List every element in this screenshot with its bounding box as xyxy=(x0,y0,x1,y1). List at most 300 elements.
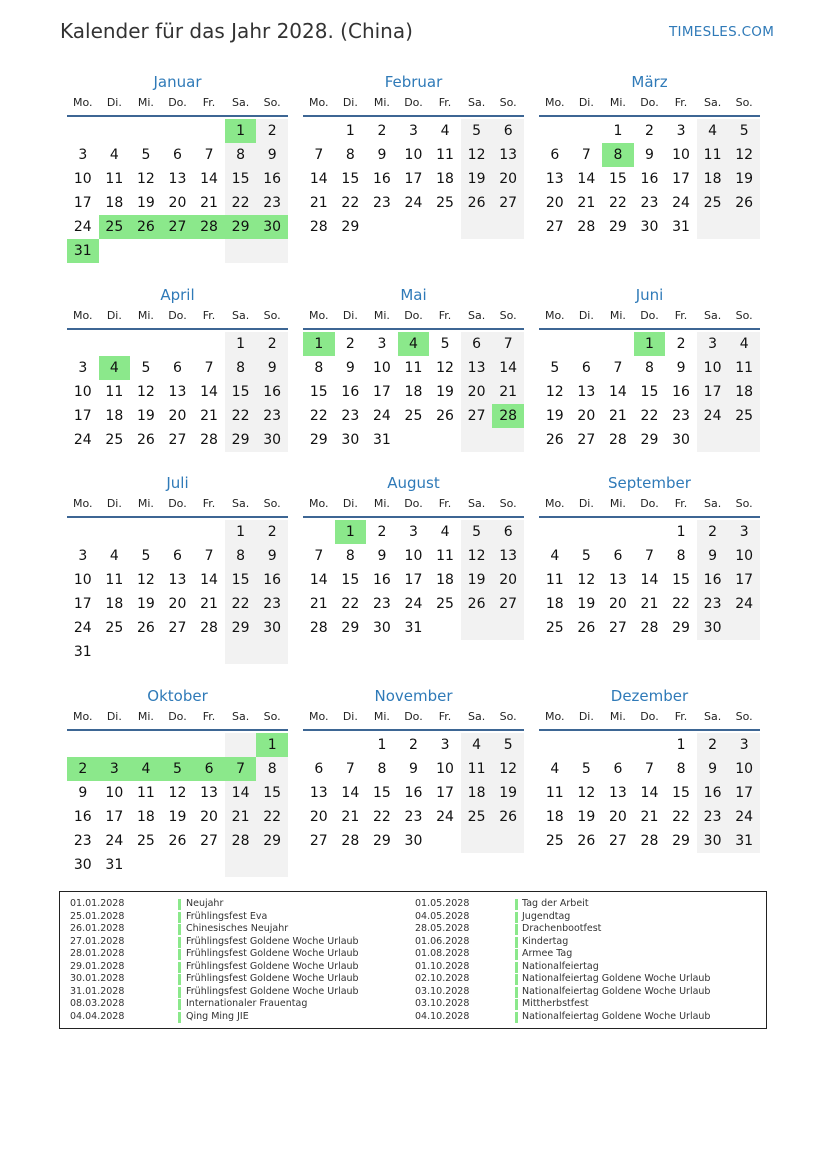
weekday-label: Di. xyxy=(106,309,122,322)
day-cell: 9 xyxy=(256,544,288,568)
empty-cell xyxy=(728,428,760,452)
weekday-label: Fr. xyxy=(202,497,216,510)
day-cell: 16 xyxy=(256,167,288,191)
holiday-name: Frühlingsfest Eva xyxy=(186,910,268,922)
month-4 xyxy=(67,285,288,452)
empty-cell xyxy=(162,119,194,143)
day-cell: 25 xyxy=(697,191,729,215)
empty-cell xyxy=(429,829,461,853)
holiday-name: Frühlingsfest Goldene Woche Urlaub xyxy=(186,960,359,972)
day-cell: 7 xyxy=(492,332,524,356)
day-cell: 2 xyxy=(256,332,288,356)
weekday-label: Sa. xyxy=(231,96,250,109)
weekday-label: Fr. xyxy=(438,309,452,322)
empty-cell xyxy=(162,239,194,263)
empty-cell xyxy=(256,640,288,664)
day-cell: 7 xyxy=(345,761,355,777)
day-cell: 3 xyxy=(728,733,760,757)
weekday-label: So. xyxy=(735,309,753,322)
day-grid xyxy=(67,119,288,263)
day-cell: 15 xyxy=(225,167,257,191)
holiday-name: Tag der Arbeit xyxy=(522,898,589,909)
weekday-label: Do. xyxy=(640,96,659,109)
day-cell: 19 xyxy=(436,384,454,400)
empty-cell xyxy=(162,332,194,356)
weekday-label: Di. xyxy=(578,497,594,510)
weekday-label: Sa. xyxy=(703,309,722,322)
holiday-marker xyxy=(178,949,181,960)
weekday-label: Sa. xyxy=(467,309,486,322)
weekday-label: So. xyxy=(263,309,281,322)
holiday-day-cell: 31 xyxy=(67,239,99,263)
day-cell: 18 xyxy=(436,572,454,588)
day-cell: 1 xyxy=(613,123,623,139)
holiday-name: Armee Tag xyxy=(522,948,573,960)
day-cell: 8 xyxy=(225,544,257,568)
day-cell: 11 xyxy=(136,785,155,801)
weekday-label: Mo. xyxy=(545,309,565,322)
day-cell: 5 xyxy=(440,336,450,352)
day-cell: 7 xyxy=(204,360,214,376)
day-cell: 3 xyxy=(78,147,88,163)
day-cell: 27 xyxy=(168,432,187,448)
weekday-label: So. xyxy=(499,309,517,322)
day-cell: 13 xyxy=(545,171,564,187)
day-cell: 31 xyxy=(404,620,423,636)
day-cell: 11 xyxy=(461,757,493,781)
day-cell: 2 xyxy=(377,524,387,540)
day-cell: 28 xyxy=(200,620,218,636)
holiday-marker xyxy=(515,999,518,1010)
weekday-label: So. xyxy=(499,96,517,109)
day-cell: 26 xyxy=(461,592,493,616)
weekday-label: Di. xyxy=(106,96,122,109)
day-cell: 9 xyxy=(256,356,288,380)
holiday-day-cell: 3 xyxy=(99,757,131,781)
day-cell: 15 xyxy=(225,380,257,404)
holiday-marker xyxy=(178,924,181,935)
empty-cell xyxy=(67,520,99,544)
day-cell: 24 xyxy=(73,620,92,636)
holiday-date: 28.05.2028 xyxy=(415,923,470,935)
day-cell: 21 xyxy=(309,195,328,211)
day-cell: 23 xyxy=(73,833,92,849)
holiday-marker xyxy=(178,899,181,910)
holiday-date: 28.01.2028 xyxy=(70,948,125,960)
day-cell: 24 xyxy=(404,596,423,612)
day-cell: 12 xyxy=(136,384,155,400)
day-cell: 24 xyxy=(697,404,729,428)
day-cell: 3 xyxy=(78,360,88,376)
empty-cell xyxy=(162,640,194,664)
day-cell: 31 xyxy=(73,644,92,660)
holiday-date: 03.10.2028 xyxy=(415,998,470,1010)
empty-cell xyxy=(461,428,493,452)
holiday-date: 30.01.2028 xyxy=(70,973,125,985)
holiday-name: Nationalfeiertag Goldene Woche Urlaub xyxy=(522,985,711,997)
day-cell: 12 xyxy=(577,785,596,801)
empty-cell xyxy=(193,520,225,544)
weekday-label: Sa. xyxy=(703,497,722,510)
weekday-label: Fr. xyxy=(674,710,688,723)
empty-cell xyxy=(571,332,603,356)
day-cell: 23 xyxy=(697,592,729,616)
holiday-date: 01.06.2028 xyxy=(415,935,470,947)
empty-cell xyxy=(67,733,99,757)
weekday-label: Mo. xyxy=(309,96,329,109)
day-cell: 14 xyxy=(225,781,257,805)
day-cell: 16 xyxy=(640,171,659,187)
empty-cell xyxy=(697,428,729,452)
day-cell: 11 xyxy=(436,548,454,564)
day-cell: 31 xyxy=(372,432,391,448)
day-cell: 21 xyxy=(608,408,627,424)
day-cell: 26 xyxy=(492,805,524,829)
empty-cell xyxy=(602,520,634,544)
day-cell: 7 xyxy=(204,548,214,564)
weekday-label: Mo. xyxy=(309,309,329,322)
day-cell: 28 xyxy=(309,219,328,235)
day-cell: 30 xyxy=(372,620,391,636)
weekday-header xyxy=(539,308,760,330)
day-cell: 10 xyxy=(436,761,454,777)
day-cell: 7 xyxy=(314,147,324,163)
day-cell: 7 xyxy=(613,360,623,376)
empty-cell xyxy=(335,733,367,757)
holiday-day-cell: 2 xyxy=(67,757,99,781)
day-cell: 4 xyxy=(440,123,450,139)
day-cell: 20 xyxy=(492,167,524,191)
month-1 xyxy=(67,72,288,263)
day-cell: 4 xyxy=(109,548,119,564)
day-cell: 22 xyxy=(672,809,690,825)
day-cell: 25 xyxy=(545,833,564,849)
weekday-header xyxy=(67,308,288,330)
month-11 xyxy=(303,686,524,853)
day-cell: 19 xyxy=(461,568,493,592)
day-cell: 27 xyxy=(608,620,627,636)
day-cell: 2 xyxy=(676,336,686,352)
day-cell: 25 xyxy=(105,432,124,448)
day-cell: 24 xyxy=(105,833,124,849)
day-cell: 21 xyxy=(309,596,328,612)
empty-cell xyxy=(193,640,225,664)
day-grid xyxy=(303,119,524,239)
empty-cell xyxy=(602,332,634,356)
day-cell: 16 xyxy=(672,384,690,400)
day-cell: 22 xyxy=(341,195,360,211)
empty-cell xyxy=(193,853,225,877)
day-grid xyxy=(539,332,760,452)
empty-cell xyxy=(602,733,634,757)
month-7 xyxy=(67,473,288,664)
holiday-list xyxy=(59,891,767,1029)
weekday-label: Do. xyxy=(168,309,187,322)
day-cell: 3 xyxy=(409,123,418,139)
day-cell: 15 xyxy=(372,785,391,801)
weekday-label: Di. xyxy=(578,710,594,723)
weekday-label: Fr. xyxy=(674,497,688,510)
holiday-date: 01.01.2028 xyxy=(70,898,125,909)
day-cell: 18 xyxy=(697,167,729,191)
day-cell: 6 xyxy=(173,147,182,163)
day-cell: 27 xyxy=(492,592,524,616)
holiday-day-cell: 1 xyxy=(335,520,367,544)
day-cell: 17 xyxy=(404,171,423,187)
empty-cell xyxy=(193,332,225,356)
day-cell: 28 xyxy=(640,620,659,636)
day-cell: 29 xyxy=(225,616,257,640)
day-cell: 3 xyxy=(440,737,450,753)
page-title: Kalender für das Jahr 2028. (China) xyxy=(60,19,413,43)
day-cell: 5 xyxy=(728,119,760,143)
day-cell: 10 xyxy=(73,572,92,588)
day-cell: 5 xyxy=(550,360,560,376)
day-cell: 6 xyxy=(314,761,324,777)
holiday-marker xyxy=(178,912,181,923)
day-cell: 20 xyxy=(168,596,187,612)
day-cell: 29 xyxy=(372,833,391,849)
day-cell: 15 xyxy=(608,171,627,187)
day-cell: 12 xyxy=(461,143,493,167)
day-cell: 30 xyxy=(697,616,729,640)
day-cell: 16 xyxy=(697,781,729,805)
holiday-name: Frühlingsfest Goldene Woche Urlaub xyxy=(186,985,359,997)
day-grid xyxy=(303,332,524,452)
day-cell: 11 xyxy=(404,360,423,376)
day-cell: 15 xyxy=(341,171,360,187)
month-name: Januar xyxy=(153,73,202,91)
day-cell: 15 xyxy=(672,572,690,588)
day-cell: 27 xyxy=(168,620,187,636)
month-2 xyxy=(303,72,524,239)
day-cell: 27 xyxy=(608,833,627,849)
day-cell: 4 xyxy=(728,332,760,356)
day-cell: 8 xyxy=(676,548,686,564)
day-cell: 28 xyxy=(640,833,659,849)
weekday-label: Sa. xyxy=(231,710,250,723)
day-cell: 20 xyxy=(608,596,627,612)
holiday-marker xyxy=(178,1012,181,1023)
weekday-label: Di. xyxy=(578,309,594,322)
day-cell: 20 xyxy=(461,380,493,404)
day-cell: 3 xyxy=(409,524,418,540)
day-cell: 2 xyxy=(256,520,288,544)
empty-cell xyxy=(571,119,603,143)
day-cell: 13 xyxy=(608,572,627,588)
empty-cell xyxy=(429,616,461,640)
day-cell: 6 xyxy=(492,119,524,143)
day-cell: 20 xyxy=(608,809,627,825)
day-cell: 1 xyxy=(225,332,257,356)
day-cell: 6 xyxy=(581,360,591,376)
holiday-date: 02.10.2028 xyxy=(415,973,470,985)
day-cell: 16 xyxy=(256,568,288,592)
day-cell: 2 xyxy=(256,119,288,143)
day-cell: 10 xyxy=(697,356,729,380)
day-cell: 13 xyxy=(492,143,524,167)
day-grid xyxy=(67,520,288,664)
day-cell: 15 xyxy=(256,781,288,805)
month-6 xyxy=(539,285,760,452)
day-cell: 17 xyxy=(728,568,760,592)
holiday-date: 01.08.2028 xyxy=(415,948,470,960)
day-cell: 23 xyxy=(372,195,391,211)
day-cell: 17 xyxy=(697,380,729,404)
holiday-day-cell: 26 xyxy=(130,215,162,239)
weekday-label: Sa. xyxy=(703,710,722,723)
day-cell: 10 xyxy=(73,384,92,400)
holiday-day-cell: 7 xyxy=(225,757,257,781)
day-cell: 19 xyxy=(136,408,155,424)
day-cell: 4 xyxy=(697,119,729,143)
weekday-label: Di. xyxy=(342,497,358,510)
day-cell: 23 xyxy=(256,592,288,616)
holiday-name: Neujahr xyxy=(186,898,224,909)
day-cell: 26 xyxy=(461,191,493,215)
empty-cell xyxy=(303,520,335,544)
day-cell: 19 xyxy=(545,408,564,424)
empty-cell xyxy=(429,428,461,452)
weekday-label: Fr. xyxy=(438,497,452,510)
day-cell: 28 xyxy=(608,432,627,448)
empty-cell xyxy=(130,239,162,263)
day-cell: 12 xyxy=(136,171,155,187)
holiday-day-cell: 4 xyxy=(99,356,131,380)
day-cell: 13 xyxy=(461,356,493,380)
day-cell: 27 xyxy=(545,219,564,235)
day-cell: 13 xyxy=(577,384,596,400)
empty-cell xyxy=(256,239,288,263)
day-cell: 17 xyxy=(105,809,124,825)
holiday-date: 26.01.2028 xyxy=(70,923,125,935)
month-name: August xyxy=(387,474,440,492)
day-cell: 10 xyxy=(672,147,690,163)
day-cell: 22 xyxy=(672,596,690,612)
day-cell: 17 xyxy=(404,572,423,588)
day-cell: 6 xyxy=(613,548,623,564)
day-cell: 11 xyxy=(436,147,454,163)
day-cell: 21 xyxy=(492,380,524,404)
day-cell: 19 xyxy=(168,809,187,825)
day-cell: 9 xyxy=(256,143,288,167)
holiday-name: Internationaler Frauentag xyxy=(186,998,308,1010)
empty-cell xyxy=(398,215,430,239)
day-cell: 10 xyxy=(372,360,391,376)
day-cell: 8 xyxy=(225,356,257,380)
day-cell: 8 xyxy=(345,548,355,564)
day-cell: 14 xyxy=(200,572,218,588)
day-cell: 17 xyxy=(73,195,92,211)
day-cell: 29 xyxy=(225,428,257,452)
day-cell: 30 xyxy=(73,857,92,873)
empty-cell xyxy=(67,119,99,143)
day-cell: 14 xyxy=(577,171,596,187)
day-cell: 22 xyxy=(608,195,627,211)
holiday-date: 04.10.2028 xyxy=(415,1010,470,1022)
empty-cell xyxy=(539,520,571,544)
day-cell: 24 xyxy=(728,592,760,616)
empty-cell xyxy=(225,640,257,664)
empty-cell xyxy=(99,733,131,757)
day-cell: 7 xyxy=(645,548,654,564)
weekday-label: Sa. xyxy=(703,96,722,109)
empty-cell xyxy=(193,239,225,263)
empty-cell xyxy=(539,733,571,757)
weekday-header xyxy=(539,95,760,117)
day-cell: 26 xyxy=(168,833,187,849)
holiday-day-cell: 1 xyxy=(256,733,288,757)
holiday-name: Chinesisches Neujahr xyxy=(186,923,289,935)
day-cell: 12 xyxy=(136,572,155,588)
day-cell: 16 xyxy=(256,380,288,404)
empty-cell xyxy=(225,733,257,757)
holiday-marker xyxy=(515,924,518,935)
holiday-marker xyxy=(515,949,518,960)
day-cell: 13 xyxy=(492,544,524,568)
holiday-name: Nationalfeiertag Goldene Woche Urlaub xyxy=(522,973,711,985)
day-cell: 5 xyxy=(581,548,591,564)
day-cell: 23 xyxy=(697,805,729,829)
day-cell: 30 xyxy=(640,219,659,235)
day-cell: 29 xyxy=(309,432,328,448)
holiday-marker xyxy=(515,912,518,923)
weekday-label: Di. xyxy=(342,309,358,322)
day-cell: 10 xyxy=(728,757,760,781)
holiday-marker xyxy=(515,899,518,910)
day-cell: 2 xyxy=(377,123,387,139)
empty-cell xyxy=(99,239,131,263)
day-cell: 18 xyxy=(461,781,493,805)
weekday-label: Sa. xyxy=(467,96,486,109)
holiday-name: Mittherbstfest xyxy=(522,998,589,1010)
weekday-label: Mi. xyxy=(137,497,154,510)
day-cell: 7 xyxy=(581,147,591,163)
holiday-name: Nationalfeiertag Goldene Woche Urlaub xyxy=(522,1010,711,1022)
day-cell: 13 xyxy=(200,785,218,801)
empty-cell xyxy=(130,520,162,544)
weekday-label: Sa. xyxy=(231,497,250,510)
day-cell: 9 xyxy=(345,360,355,376)
weekday-label: Mi. xyxy=(609,497,626,510)
day-cell: 30 xyxy=(672,432,690,448)
day-cell: 23 xyxy=(341,408,360,424)
day-cell: 6 xyxy=(492,520,524,544)
holiday-marker xyxy=(178,962,181,973)
day-cell: 17 xyxy=(73,408,92,424)
empty-cell xyxy=(130,640,162,664)
site-link[interactable]: TIMESLES.COM xyxy=(669,24,775,40)
day-cell: 16 xyxy=(372,171,391,187)
day-cell: 12 xyxy=(461,544,493,568)
weekday-label: Fr. xyxy=(438,710,452,723)
day-cell: 14 xyxy=(309,171,328,187)
day-cell: 2 xyxy=(409,737,418,753)
day-cell: 11 xyxy=(105,572,124,588)
holiday-day-cell: 1 xyxy=(303,332,335,356)
day-cell: 26 xyxy=(136,620,155,636)
day-cell: 12 xyxy=(728,143,760,167)
day-grid xyxy=(67,733,288,877)
day-cell: 21 xyxy=(341,809,360,825)
holiday-date: 27.01.2028 xyxy=(70,935,125,947)
weekday-label: Mo. xyxy=(73,309,93,322)
month-5 xyxy=(303,285,524,452)
day-cell: 23 xyxy=(640,195,659,211)
day-cell: 17 xyxy=(672,171,690,187)
day-cell: 8 xyxy=(345,147,355,163)
weekday-header xyxy=(67,496,288,518)
